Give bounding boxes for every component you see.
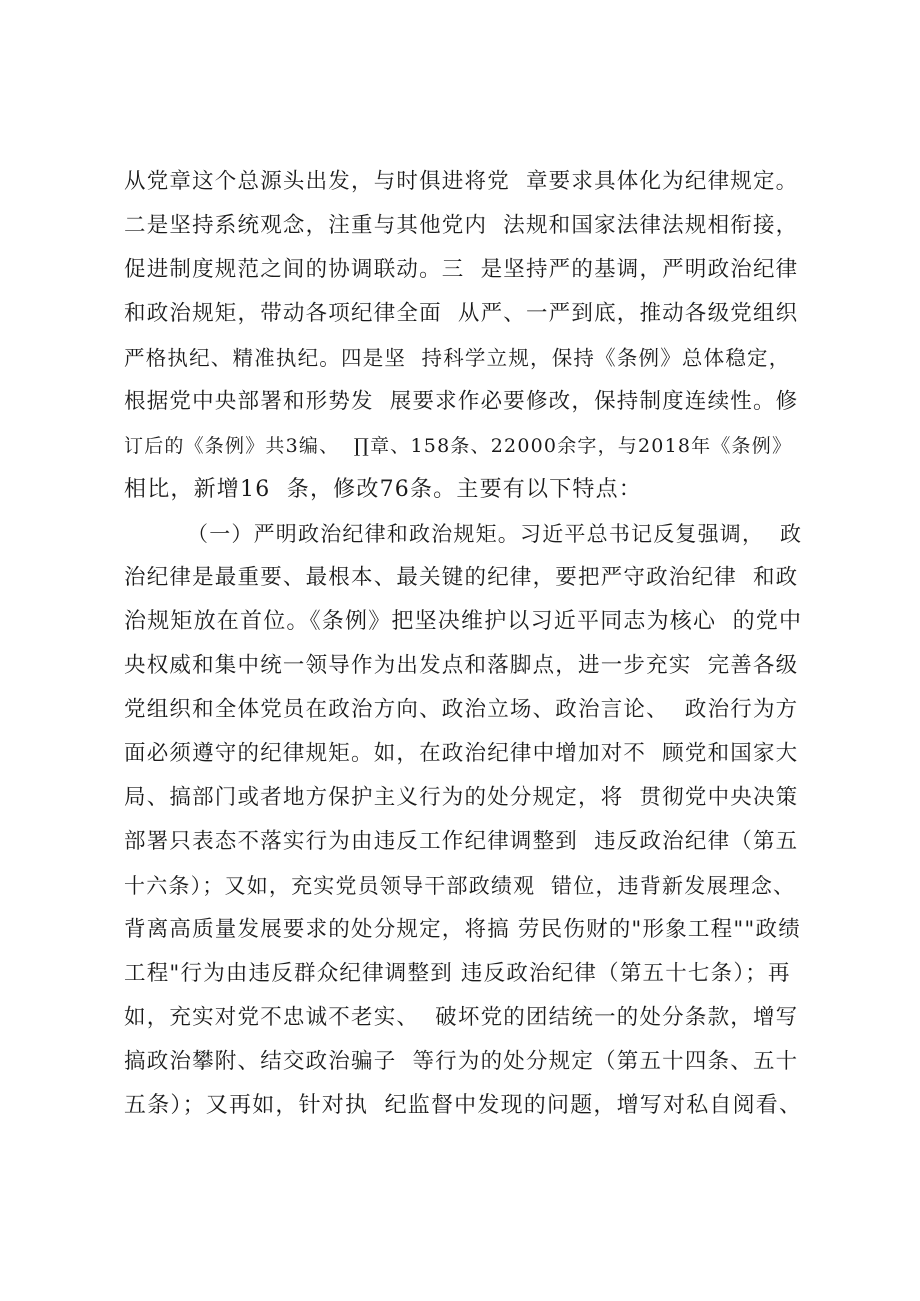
text-line: 根据党中央部署和形势发 展要求作必要修改，保持制度连续性。修 bbox=[124, 389, 799, 414]
text-line: 治纪律是最重要、最根本、最关键的纪律，要把严守政治纪律 和政 bbox=[124, 565, 799, 590]
text-line: 治规矩放在首位。《条例》把坚决维护以习近平同志为核心 的党中 bbox=[124, 609, 803, 634]
text-line: 二是坚持系统观念，注重与其他党内 法规和国家法律法规相衔接， bbox=[124, 213, 799, 238]
text-line: 如，充实对党不忠诚不老实、 破坏党的团结统一的处分条款，增写 bbox=[124, 1005, 799, 1030]
text-line: 工程"行为由违反群众纪律调整到 违反政治纪律（第五十七条）；再 bbox=[124, 961, 791, 986]
paragraph-heading-line: （一）严明政治纪律和政治规矩。习近平总书记反复强调， 政 bbox=[124, 522, 803, 546]
text-line: 部署只表态不落实行为由违反工作纪律调整到 违反政治纪律（第五 bbox=[124, 829, 799, 854]
text-line: 从党章这个总源头出发，与时俱进将党 章要求具体化为纪律规定。 bbox=[124, 169, 799, 194]
text-line: 五条）；又再如，针对执 纪监督中发现的问题，增写对私自阅看、 bbox=[124, 1093, 803, 1118]
text-line: 搞政治攀附、结交政治骗子 等行为的处分规定（第五十四条、五十 bbox=[124, 1049, 799, 1074]
text-line: 订后的《条例》共3编、 ∏章、158条、22000余字，与2018年《条例》 bbox=[124, 435, 793, 457]
text-line: 央权威和集中统一领导作为出发点和落脚点，进一步充实 完善各级 bbox=[124, 653, 799, 678]
text-line: 局、搞部门或者地方保护主义行为的处分规定，将 贯彻党中央决策 bbox=[124, 785, 799, 810]
text-line: 党组织和全体党员在政治方向、政治立场、政治言论、 政治行为方 bbox=[124, 697, 799, 722]
text-line: 面必须遵守的纪律规矩。如，在政治纪律中增加对不 顾党和国家大 bbox=[124, 741, 799, 766]
text-line: 背离高质量发展要求的处分规定，将搞 劳民伤财的"形象工程""政绩 bbox=[124, 917, 801, 942]
text-line: 和政治规矩，带动各项纪律全面 从严、一严到底，推动各级党组织 bbox=[124, 301, 799, 326]
text-line: 促进制度规范之间的协调联动。三 是坚持严的基调，严明政治纪律 bbox=[124, 257, 799, 282]
text-line: 十六条）；又如，充实党员领导干部政绩观 错位，违背新发展理念、 bbox=[124, 874, 796, 898]
text-line: 严格执纪、精准执纪。四是坚 持科学立规，保持《条例》总体稳定， bbox=[124, 346, 791, 370]
text-line: 相比，新增16 条，修改76条。主要有以下特点： bbox=[124, 477, 642, 502]
